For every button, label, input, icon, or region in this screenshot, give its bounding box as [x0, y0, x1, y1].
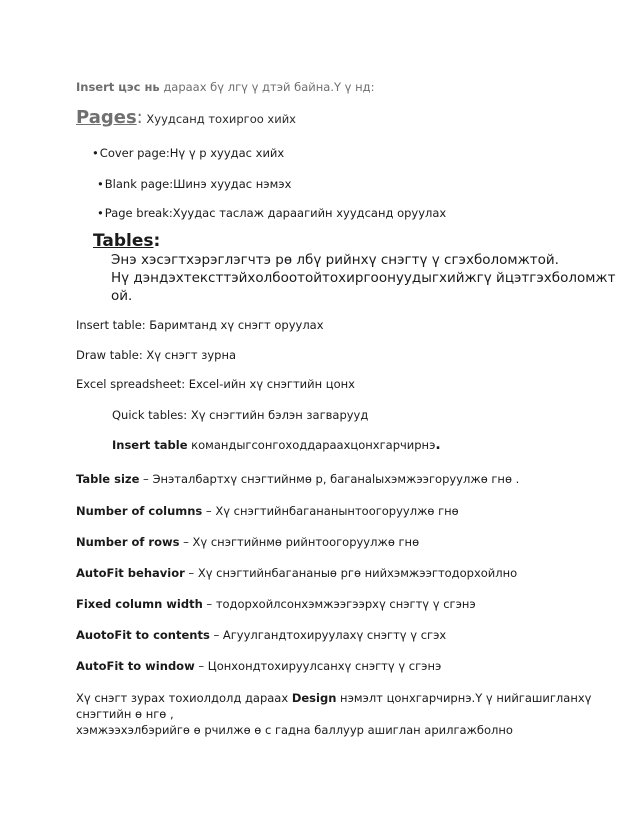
- closing-text: нэмэлт цонхгарчирнэ.Ү ү нийгашигланхү: [336, 691, 592, 705]
- closing-line-3: хэмжээхэлбэрийгө ө рчилжө ө с гадна баллуур ашиглан арилгажболно: [76, 723, 513, 737]
- list-item-text: Blank page:Шинэ хуудас нэмэх: [104, 177, 292, 191]
- def-term: AutoFit to window: [76, 659, 195, 673]
- tables-line-1: Энэ хэсэгтхэрэглэгчтэ рө лбү рийнхү снэгтү ү сгэхболомжтой.: [111, 252, 559, 268]
- def-term: Number of columns: [76, 504, 203, 518]
- pages-colon: :: [136, 107, 143, 128]
- def-term: AutoFit behavior: [76, 566, 185, 580]
- closing-line-1: [76, 691, 591, 705]
- quick-tables-line: Quick tables: Хү снэгтийн бэлэн загварууд: [112, 408, 369, 422]
- def-autofit-behavior: [76, 566, 517, 580]
- def-desc: – Энэталбартхү снэгтийнмө р, баганаlыхэмжээгоруулжө гнө .: [139, 472, 520, 486]
- insert-table-command-dot: .: [435, 437, 441, 453]
- def-fixed-column-width: [76, 597, 476, 611]
- def-term: Number of rows: [76, 535, 180, 549]
- list-item-page-break: [97, 206, 446, 220]
- pages-heading: [76, 107, 296, 130]
- closing-design-bold: Design: [291, 691, 337, 705]
- intro-line: [76, 80, 374, 94]
- def-number-of-rows: [76, 535, 419, 549]
- tables-colon: :: [153, 231, 161, 251]
- def-number-of-columns: [76, 504, 459, 518]
- def-term: Fixed column width: [76, 597, 203, 611]
- list-item-blank-page: [97, 177, 291, 191]
- def-term: Table size: [76, 472, 140, 486]
- def-desc: – тодорхойлсонхэмжээгээрхү снэгтү ү сгэнэ: [202, 597, 476, 611]
- def-autofit-to-contents: [76, 628, 446, 642]
- def-desc: – Хү снэгтийнбагананыө ргө нийхэмжээгтодорхойлно: [184, 566, 518, 580]
- def-table-size: [76, 472, 519, 486]
- list-item-text: Cover page:Нү ү р хуудас хийх: [99, 146, 285, 160]
- tables-heading: [93, 230, 160, 252]
- def-desc: – Хү снэгтийнмө рийнтоогоруулжө гнө: [179, 535, 420, 549]
- def-desc: – Цонхондтохируулсанхү снэгтү ү сгэнэ: [194, 659, 442, 673]
- insert-table-command-line: [112, 438, 441, 452]
- excel-spreadsheet-line: Excel spreadsheet: Excel-ийн хү снэгтийн цонх: [76, 377, 355, 391]
- tables-description: [111, 251, 616, 305]
- list-item-text: Page break:Хуудас таслаж дараагийн хуудсанд оруулах: [104, 206, 447, 220]
- tables-title: Tables: [93, 231, 154, 251]
- def-desc: – Агуулгандтохируулахү снэгтү ү сгэх: [209, 628, 447, 642]
- pages-title: Pages: [76, 107, 137, 128]
- closing-line-2: снэгтийн ө нгө ,: [76, 707, 174, 721]
- pages-desc: Хуудсанд тохиргоо хийх: [142, 112, 296, 126]
- insert-table-command-bold: Insert table: [112, 438, 188, 452]
- def-autofit-to-window: [76, 659, 441, 673]
- insert-table-command-text: командыгсонгоходдараахцонхгарчирнэ: [187, 438, 436, 452]
- def-desc: – Хү снэгтийнбагананынтоогоруулжө гнө: [202, 504, 459, 518]
- tables-line-3: ой.: [111, 288, 133, 304]
- def-term: AuotoFit to contents: [76, 628, 210, 642]
- list-item-cover-page: [92, 146, 284, 160]
- tables-line-2: Нү дэндэхтексттэйхолбоотойтохиргоонуудыгхийжгү йцэтгэхболомжт: [111, 270, 616, 286]
- closing-text: Хү снэгт зурах тохиолдолд дараах: [76, 691, 292, 705]
- intro-bold: Insert цэс нь: [76, 80, 160, 94]
- draw-table-line: Draw table: Хү снэгт зурна: [76, 348, 237, 362]
- insert-table-line: Insert table: Баримтанд хү снэгт оруулах: [76, 318, 324, 332]
- intro-text: дараах бү лгү ү дтэй байна.Ү ү нд:: [159, 80, 375, 94]
